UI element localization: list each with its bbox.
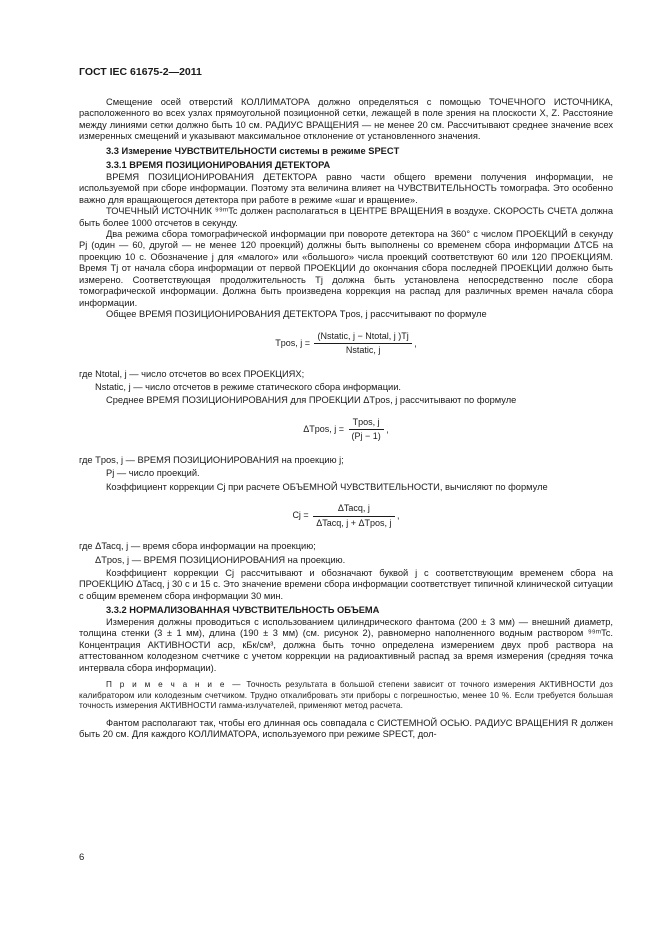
formula-3-lhs: Cj = xyxy=(292,510,309,521)
formula-correction-coefficient xyxy=(79,503,613,529)
paragraph-formula-intro-1: Общее ВРЕМЯ ПОЗИЦИОНИРОВАНИЯ ДЕТЕКТОРА Tpos, j рассчитывают по формуле xyxy=(106,309,487,320)
where-2b: Pj — число проекций. xyxy=(106,468,200,479)
formula-3-fraction xyxy=(313,503,394,529)
formula-mean-positioning-time xyxy=(79,417,613,443)
page-number: 6 xyxy=(79,852,85,863)
where-1a: где Ntotal, j — число отсчетов во всех ПРОЕКЦИЯХ; xyxy=(79,368,305,379)
section-heading-3-3: 3.3 Измерение ЧУВСТВИТЕЛЬНОСТИ системы в режиме SPECT xyxy=(106,145,400,156)
formula-1-denominator: Nstatic, j xyxy=(345,345,381,356)
formula-3-denominator: ΔTacq, j + ΔTpos, j xyxy=(316,517,392,528)
formula-3-numerator: ΔTacq, j xyxy=(313,503,394,516)
section-heading-3-3-1: 3.3.1 ВРЕМЯ ПОЗИЦИОНИРОВАНИЯ ДЕТЕКТОРА xyxy=(106,160,331,171)
where-3b: ΔTpos, j — ВРЕМЯ ПОЗИЦИОНИРОВАНИЯ на проекцию. xyxy=(95,554,346,565)
formula-2-lhs: ΔTpos, j = xyxy=(303,424,344,435)
formula-2-fraction xyxy=(349,417,384,443)
paragraph-acquisition-modes: Два режима сбора томографической информации при повороте детектора на 360° с числом ПРОЕКЦИЙ в секунду Pj (один — 60, другой — не менее 120 проекций) должны быть выполнены со временем сбора информации ΔTСБ на проекцию 10 с. Обозначение j для «малого» или «большого» числа проекций соответствуют 60 или 120 ПРОЕКЦИЯМ. Время Tj от начала сбора информации от первой ПРОЕКЦИИ до окончания сбора последней ПРОЕКЦИИ должно быть измерено. Соответствующая продолжительность Tj должна быть установлена непосредственно после сбора томографической информации. Должна быть произведена коррекция на распад для различных времен начала сбора информации. xyxy=(79,228,613,308)
formula-1-fraction xyxy=(314,331,411,357)
paragraph-point-source: ТОЧЕЧНЫЙ ИСТОЧНИК ⁹⁹ᵐTc должен располагаться в ЦЕНТРЕ ВРАЩЕНИЯ в воздухе. СКОРОСТЬ СЧЕТА должна быть более 1000 отсчетов в секунду. xyxy=(79,206,613,228)
formula-2-denominator: (Pj − 1) xyxy=(351,431,381,442)
paragraph-formula-intro-2: Среднее ВРЕМЯ ПОЗИЦИОНИРОВАНИЯ для ПРОЕКЦИИ ΔTpos, j рассчитывают по формуле xyxy=(106,395,517,406)
where-3a: где ΔTacq, j — время сбора информации на проекцию; xyxy=(79,541,316,552)
formula-1-lhs: Tpos, j = xyxy=(275,337,310,348)
where-2a: где Tpos, j — ВРЕМЯ ПОЗИЦИОНИРОВАНИЯ на проекцию j; xyxy=(79,454,344,465)
document-header: ГОСТ IEC 61675-2—2011 xyxy=(79,66,202,78)
note-body: Точность результата в большой степени зависит от точного измерения АКТИВНОСТИ доз калибратором или колодезным счетчиком. Трудно откалибровать эти приборы с погрешностью, менее 10 %. Если требуется большая точность измерения АКТИВНОСТИ гамма-излучателей, применяют метод расчета. xyxy=(79,680,614,711)
formula-1-numerator: (Nstatic, j − Ntotal, j )Tj xyxy=(314,331,411,344)
formula-1-tail: , xyxy=(414,337,417,348)
paragraph-phantom-position: Фантом располагают так, чтобы его длинная ось совпадала с СИСТЕМНОЙ ОСЬЮ. РАДИУС ВРАЩЕНИЯ R должен быть 20 см. Для каждого КОЛЛИМАТОРА, используемого при режиме SPECT, дол- xyxy=(79,717,613,739)
paragraph-phantom-measurement: Измерения должны проводиться с использованием цилиндрического фантома (200 ± 3 мм) — внешний диаметр, толщина стенки (3 ± 1 мм), длина (190 ± 3 мм) (см. рисунок 2), равномерно наполненного водным раствором ⁹⁹ᵐTc. Концентрация АКТИВНОСТИ aср, кБк/см³, должна быть точно определена измерением двух проб раствора на аттестованном колодезном счетчике с учетом коррекции на радиоактивный распад за время измерения (средняя точка интервала сбора информации). xyxy=(79,616,613,673)
formula-2-numerator: Tpos, j xyxy=(349,417,384,430)
paragraph-positioning-time: ВРЕМЯ ПОЗИЦИОНИРОВАНИЯ ДЕТЕКТОРА равно части общего времени получения информации, не используемой при сборе информации. Поэтому эта величина влияет на ЧУВСТВИТЕЛЬНОСТЬ томографа. Это особенно важно для вращающегося детектора при работе в режиме «шаг и вращение». xyxy=(79,171,613,205)
paragraph-correction-coefficient: Коэффициент коррекции Cj при расчете ОБЪЕМНОЙ ЧУВСТВИТЕЛЬНОСТИ, вычисляют по формуле xyxy=(106,481,548,492)
document-body xyxy=(79,97,613,740)
formula-total-positioning-time xyxy=(79,331,613,357)
note-lead: П р и м е ч а н и е — xyxy=(106,680,243,690)
note-block xyxy=(79,680,613,712)
paragraph-correction-usage: Коэффициент коррекции Cj рассчитывают и обозначают буквой j с соответствующим временем сбора на ПРОЕКЦИЮ ΔTacq, j 30 с и 15 с. Это значение времени сбора информации соответствует типичной клинической ситуации с общим временем сбора информации 30 мин. xyxy=(79,567,613,601)
formula-2-tail: , xyxy=(386,424,389,435)
paragraph-collimator-offset: Смещение осей отверстий КОЛЛИМАТОРА должно определяться с помощью ТОЧЕЧНОГО ИСТОЧНИКА, расположенного во всех узлах прямоугольной позиционной сетки, лежащей в поле зрения на плоскости X, Z. Расстояние между линиями сетки должно быть 10 см. РАДИУС ВРАЩЕНИЯ — не менее 20 см. Рассчитывают среднее значение всех измеренных смещений и указывают максимальное отклонение от установленного значения. xyxy=(79,97,613,142)
formula-3-tail: , xyxy=(397,510,400,521)
where-1b: Nstatic, j — число отсчетов в режиме статического сбора информации. xyxy=(95,381,402,392)
section-heading-3-3-2: 3.3.2 НОРМАЛИЗОВАННАЯ ЧУВСТВИТЕЛЬНОСТЬ ОБЪЕМА xyxy=(106,605,380,616)
